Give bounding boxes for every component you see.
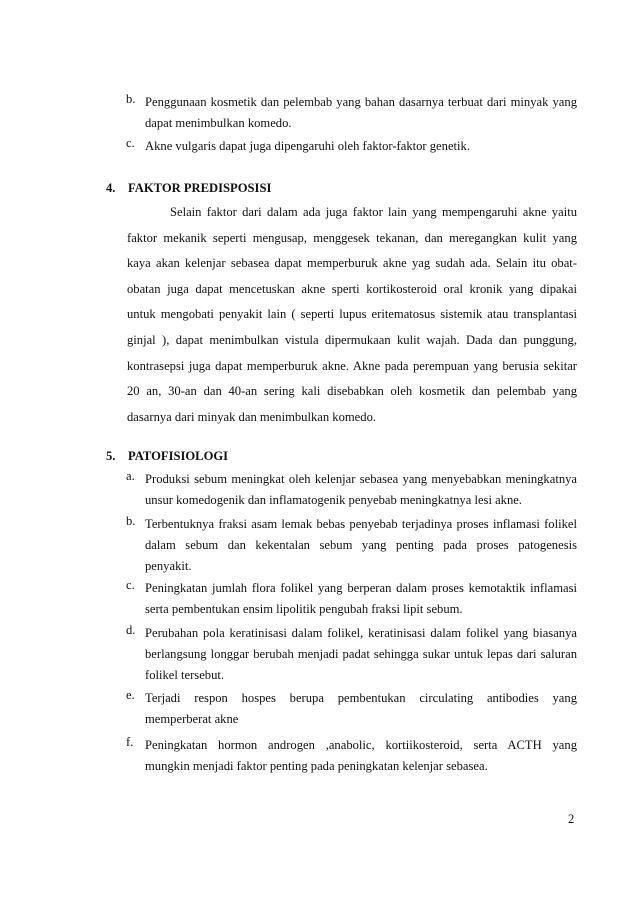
section-paragraph — [127, 200, 577, 430]
paragraph-line: ginjal ), dapat menimbulkan vistula dipermukaan kulit wajah. Dada dan punggung, — [127, 332, 577, 347]
paragraph-line: faktor mekanik seperti mengusap, menggesek tekanan, dan meregangkan kulit yang — [127, 230, 577, 245]
paragraph-line: kontrasepsi juga dapat memperburuk akne. Akne pada perempuan yang berusia sekitar — [127, 358, 577, 373]
text-line: unsur komedogenik dan inflamatogenik penyebab meningkatnya lesi akne. — [145, 493, 523, 507]
text-line: berlangsung longgar berubah menjadi padat sehingga sukar untuk lepas dari saluran — [145, 647, 577, 661]
paragraph-line: obatan juga dapat mencetuskan akne sperti kortikosteroid oral kronik yang dipakai — [127, 281, 577, 296]
section-title: FAKTOR PREDISPOSISI — [128, 181, 272, 195]
paragraph-line: Selain faktor dari dalam ada juga faktor lain yang mempengaruhi akne yaitu — [170, 205, 577, 219]
paragraph-line: untuk mengobati penyakit lain ( seperti lupus eritematosus sistemik atau transplantasi — [127, 307, 577, 322]
text-line: Terbentuknya fraksi asam lemak bebas penyebab terjadinya proses inflamasi folikel — [145, 517, 577, 531]
paragraph-line: dasarnya dari minyak dan menimbulkan komedo. — [127, 409, 377, 424]
text-line: dapat menimbulkan komedo. — [145, 116, 292, 130]
list-text — [145, 623, 577, 686]
list-letter: c. — [126, 136, 135, 150]
list-letter: a. — [126, 469, 135, 483]
text-line: Terjadi respon hospes berupa pembentukan circulating antibodies yang — [145, 691, 577, 705]
list-text — [145, 469, 577, 511]
text-line: Akne vulgaris dapat juga dipengaruhi oleh faktor-faktor genetik. — [145, 139, 470, 153]
text-line: memperberat akne — [145, 712, 239, 726]
list-letter: d. — [126, 623, 136, 637]
text-line: mungkin menjadi faktor penting pada peningkatan kelenjar sebasea. — [145, 759, 488, 773]
section-number: 4. — [106, 181, 116, 195]
section-number: 5. — [106, 449, 116, 463]
text-line: Produksi sebum meningkat oleh kelenjar sebasea yang menyebabkan meningkatnya — [145, 472, 577, 486]
list-letter: f. — [126, 735, 134, 749]
list-letter: b. — [126, 92, 136, 106]
list-text — [145, 578, 577, 620]
list-text — [145, 688, 577, 730]
section-title: PATOFISIOLOGI — [128, 449, 229, 463]
text-line: Peningkatan hormon androgen ,anabolic, kortiikosteroid, serta ACTH yang — [145, 738, 577, 752]
paragraph-line: kaya akan kelenjar sebasea dapat memperburuk akne yag sudah ada. Selain itu obat- — [127, 256, 577, 271]
text-line: dalam sebum dan kekentalan sebum yang penting pada proses patogenesis — [145, 538, 577, 552]
text-line: penyakit. — [145, 559, 192, 573]
list-letter: e. — [126, 688, 135, 702]
paragraph-line: 20 an, 30-an dan 40-an sering kali disebabkan oleh kosmetik dan pelembab yang — [127, 384, 577, 399]
list-text — [145, 92, 577, 134]
list-text — [145, 735, 577, 777]
text-line: Penggunaan kosmetik dan pelembab yang bahan dasarnya terbuat dari minyak yang — [145, 95, 577, 109]
text-line: Peningkatan jumlah flora folikel yang berperan dalam proses kemotaktik inflamasi — [145, 581, 577, 595]
list-letter: b. — [126, 514, 136, 528]
list-letter: c. — [126, 578, 135, 592]
list-text — [145, 514, 577, 577]
list-text — [145, 136, 577, 157]
section-heading — [106, 181, 271, 196]
text-line: Perubahan pola keratinisasi dalam folikel, keratinisasi dalam folikel yang biasanya — [145, 626, 577, 640]
page-number: 2 — [568, 812, 575, 826]
text-line: serta pembentukan ensim lipolitik pengubah fraksi lipit sebum. — [145, 602, 463, 616]
section-heading — [106, 449, 228, 464]
text-line: folikel tersebut. — [145, 668, 225, 682]
